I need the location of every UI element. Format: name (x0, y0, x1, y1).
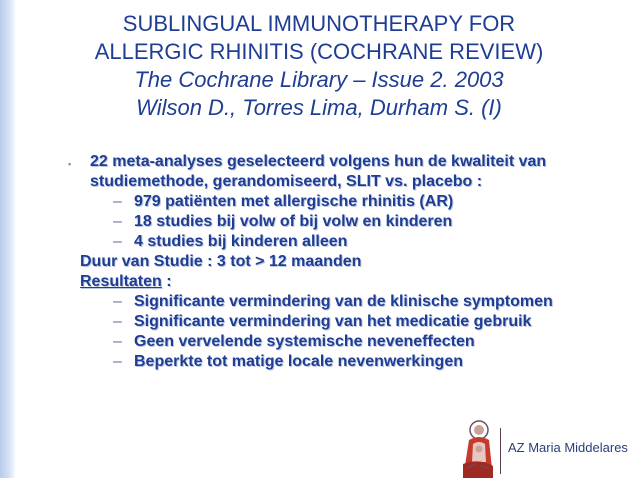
result-item-text: Geen vervelende systemische neveneffecten (134, 333, 475, 350)
bullet-item (0, 152, 638, 172)
result-item (0, 332, 638, 352)
hospital-logo (455, 418, 638, 478)
dash-icon: – (113, 333, 122, 350)
result-item (0, 292, 638, 312)
bullet-item-continuation (0, 172, 638, 192)
sub-item (0, 192, 638, 212)
title-line-1: SUBLINGUAL IMMUNOTHERAPY FOR (122, 11, 516, 36)
result-item-text: Significante vermindering van de klinische symptomen (134, 293, 553, 310)
results-heading (0, 272, 638, 292)
sub-item-text: 18 studies bij volw of bij volw en kinderen (134, 213, 453, 230)
dash-icon: – (113, 213, 122, 230)
duration-text: Duur van Studie : 3 tot > 12 maanden (80, 253, 362, 270)
logo-divider (500, 428, 501, 474)
sub-item-text: 4 studies bij kinderen alleen (134, 233, 348, 250)
slide-body (0, 152, 638, 372)
dash-icon: – (113, 313, 122, 330)
bullet-icon: • (68, 159, 72, 169)
dash-icon: – (113, 233, 122, 250)
slide-title (0, 10, 638, 122)
dash-icon: – (113, 293, 122, 310)
results-label: Resultaten (80, 273, 162, 290)
bullet-text-line-1: 22 meta-analyses geselecteerd volgens hun de kwaliteit van (90, 153, 547, 170)
bullet-text-line-2: studiemethode, gerandomiseerd, SLIT vs. placebo : (90, 173, 483, 190)
duration-line (0, 252, 638, 272)
sub-item (0, 232, 638, 252)
dash-icon: – (113, 353, 122, 370)
title-line-3: The Cochrane Library – Issue 2. 2003 (134, 67, 504, 92)
result-item (0, 312, 638, 332)
title-line-4: Wilson D., Torres Lima, Durham S. (I) (136, 95, 502, 120)
result-item (0, 352, 638, 372)
sub-item (0, 212, 638, 232)
logo-text: AZ Maria Middelares (508, 440, 628, 455)
results-colon: : (161, 273, 172, 290)
dash-icon: – (113, 193, 122, 210)
result-item-text: Significante vermindering van het medicatie gebruik (134, 313, 532, 330)
title-line-2: ALLERGIC RHINITIS (COCHRANE REVIEW) (94, 39, 544, 64)
madonna-statue-icon (455, 418, 499, 478)
sub-item-text: 979 patiënten met allergische rhinitis (AR) (134, 193, 454, 210)
result-item-text: Beperkte tot matige locale nevenwerkingen (134, 353, 463, 370)
